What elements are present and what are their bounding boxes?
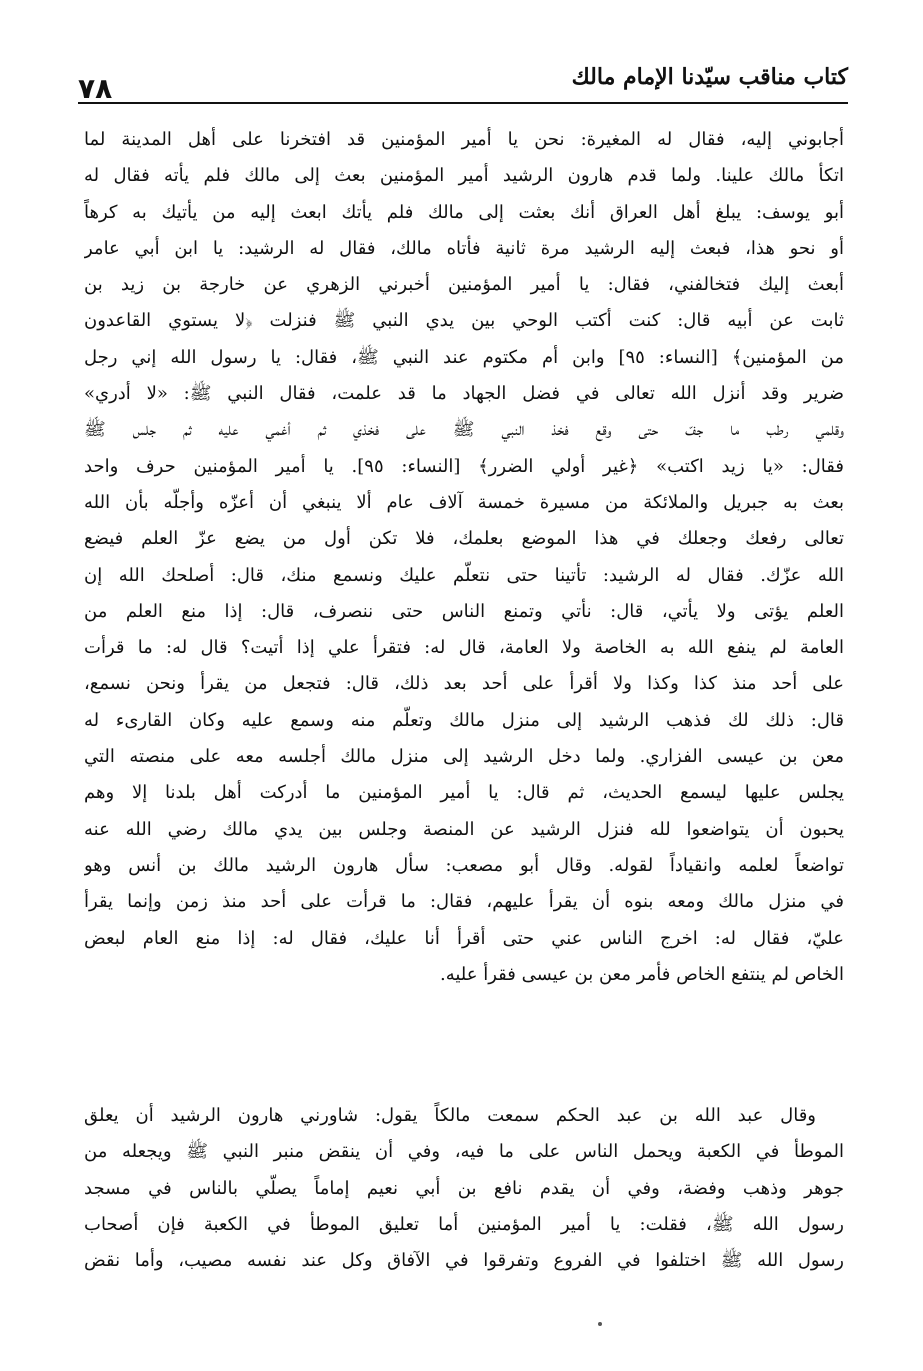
text-line: رسول الله ﷺ، فقلت: يا أمير المؤمنين أما تعليق الموطأ في الكعبة فإن أصحاب	[84, 1213, 844, 1235]
page-number: ٧٨	[78, 72, 113, 105]
text-line: تعالى رفعك وجعلك في هذا الموضع بعلمك، فلا تكن أول من يضع عزّ العلم فيضع	[84, 528, 844, 550]
running-header	[78, 58, 848, 105]
text-line: الله عزّك. فقال له الرشيد: تأتينا حتى نتعلّم عليك ونسمع منك، قال: أصلحك الله إن	[84, 564, 844, 586]
text-line: أو نحو هذا، فبعث إليه الرشيد مرة ثانية فأتاه مالك، فقال له الرشيد: يا ابن أبي عامر	[84, 237, 844, 259]
text-line: العامة لم ينفع الله به الخاصة ولا العامة، قال له: فتقرأ علي إذا أتيت؟ قال له: ما قرأت	[84, 637, 844, 659]
text-line: تواضعاً لعلمه وانقياداً لقوله. وقال أبو مصعب: سأل هارون الرشيد مالك بن أنس وهو	[84, 854, 844, 876]
text-line: ضرير وقد أنزل الله تعالى في فضل الجهاد ما قد علمت، فقال النبي ﷺ: «لا أدري»	[84, 383, 844, 405]
text-line: عليّ، فقال له: اخرج الناس عني حتى أقرأ أنا عليك، فقال له: إذا منع العام لبعض	[84, 927, 844, 949]
header-divider	[78, 102, 848, 104]
text-line: من المؤمنين﴾ [النساء: ٩٥] وابن أم مكتوم عند النبي ﷺ، فقال: يا رسول الله إني رجل	[84, 346, 844, 368]
text-line: رسول الله ﷺ اختلفوا في الفروع وتفرقوا في الآفاق وكل عند نفسه مصيب، وأما نقض	[84, 1250, 844, 1272]
text-line: اتكأ مالك علينا. ولما قدم هارون الرشيد أمير المؤمنين بعث إلى مالك فلم يأته فقال له	[84, 165, 844, 187]
text-line: وقلمي رطب ما جفّ حتى وقع فخذ النبي ﷺ على فخذي ثم أغمي عليه ثم جلس ﷺ	[84, 419, 844, 441]
text-line: أجابوني إليه، فقال له المغيرة: نحن يا أمير المؤمنين قد افتخرنا على أهل المدينة لما	[84, 129, 844, 150]
text-line: الموطأ في الكعبة ويحمل الناس على ما فيه، وفي أن ينقض منبر النبي ﷺ ويجعله من	[84, 1141, 844, 1163]
text-line: يجلس عليها ليسمع الحديث، ثم قال: يا أمير المؤمنين ما أدركت أهل بلدنا إلا وهم	[84, 782, 844, 804]
text-line: فقال: «يا زيد اكتب» ﴿غير أولي الضرر﴾ [النساء: ٩٥]. يا أمير المؤمنين حرف واحد	[84, 455, 844, 477]
paragraph-1	[84, 122, 844, 993]
paragraph-2	[84, 1098, 844, 1279]
text-line: على أحد منذ كذا وكذا ولا أقرأ على أحد بعد ذلك، قال: فتجعل من يقرأ ونحن نسمع،	[84, 673, 844, 695]
text-line: معن بن عيسى الفزاري. ولما دخل الرشيد إلى منزل مالك أجلسه معه على منصته التي	[84, 746, 844, 768]
text-line: الخاص لم ينتفع الخاص فأمر معن بن عيسى فقرأ عليه.	[440, 963, 844, 985]
text-line: بعث به جبريل والملائكة من مسيرة خمسة آلاف عام ألا ينبغي أن أعزّه وأجلّه بأن الله	[84, 491, 844, 513]
text-line: في منزل مالك ومعه بنوه أن يقرأ عليهم، فقال: ما قرأت على أحد منذ زمن وإنما يقرأ	[84, 891, 844, 913]
text-line: قال: ذلك لك فذهب الرشيد إلى منزل مالك وتعلّم منه وسمع عليه وكان القارىء له	[84, 709, 844, 731]
text-line: جوهر وذهب وفضة، وفي أن يقدم نافع بن أبي نعيم إماماً يصلّي بالناس في مسجد	[84, 1177, 844, 1199]
text-line: أبعث إليك فتخالفني، فقال: يا أمير المؤمنين أخبرني الزهري عن خارجة بن زيد بن	[84, 274, 844, 296]
text-line: العلم يؤتى ولا يأتي، قال: نأتي وتمنع الناس حتى ننصرف، قال: إذا منع العلم من	[84, 600, 844, 622]
chapter-title: كتاب مناقب سيّدنا الإمام مالك	[571, 64, 848, 90]
text-line: ثابت عن أبيه قال: كنت أكتب الوحي بين يدي النبي ﷺ فنزلت ﴿لا يستوي القاعدون	[84, 310, 844, 332]
scan-speck	[598, 1322, 602, 1326]
text-line: وقال عبد الله بن عبد الحكم سمعت مالكاً يقول: شاورني هارون الرشيد أن يعلق	[84, 1105, 816, 1126]
text-line: أبو يوسف: يبلغ أهل العراق أنك بعثت إلى مالك فلم يأتك ابعث إليه من يأتيك به كرهاً	[84, 201, 844, 223]
text-line: يحبون أن يتواضعوا لله فنزل الرشيد عن المنصة وجلس بين يدي مالك رضي الله عنه	[84, 818, 844, 840]
